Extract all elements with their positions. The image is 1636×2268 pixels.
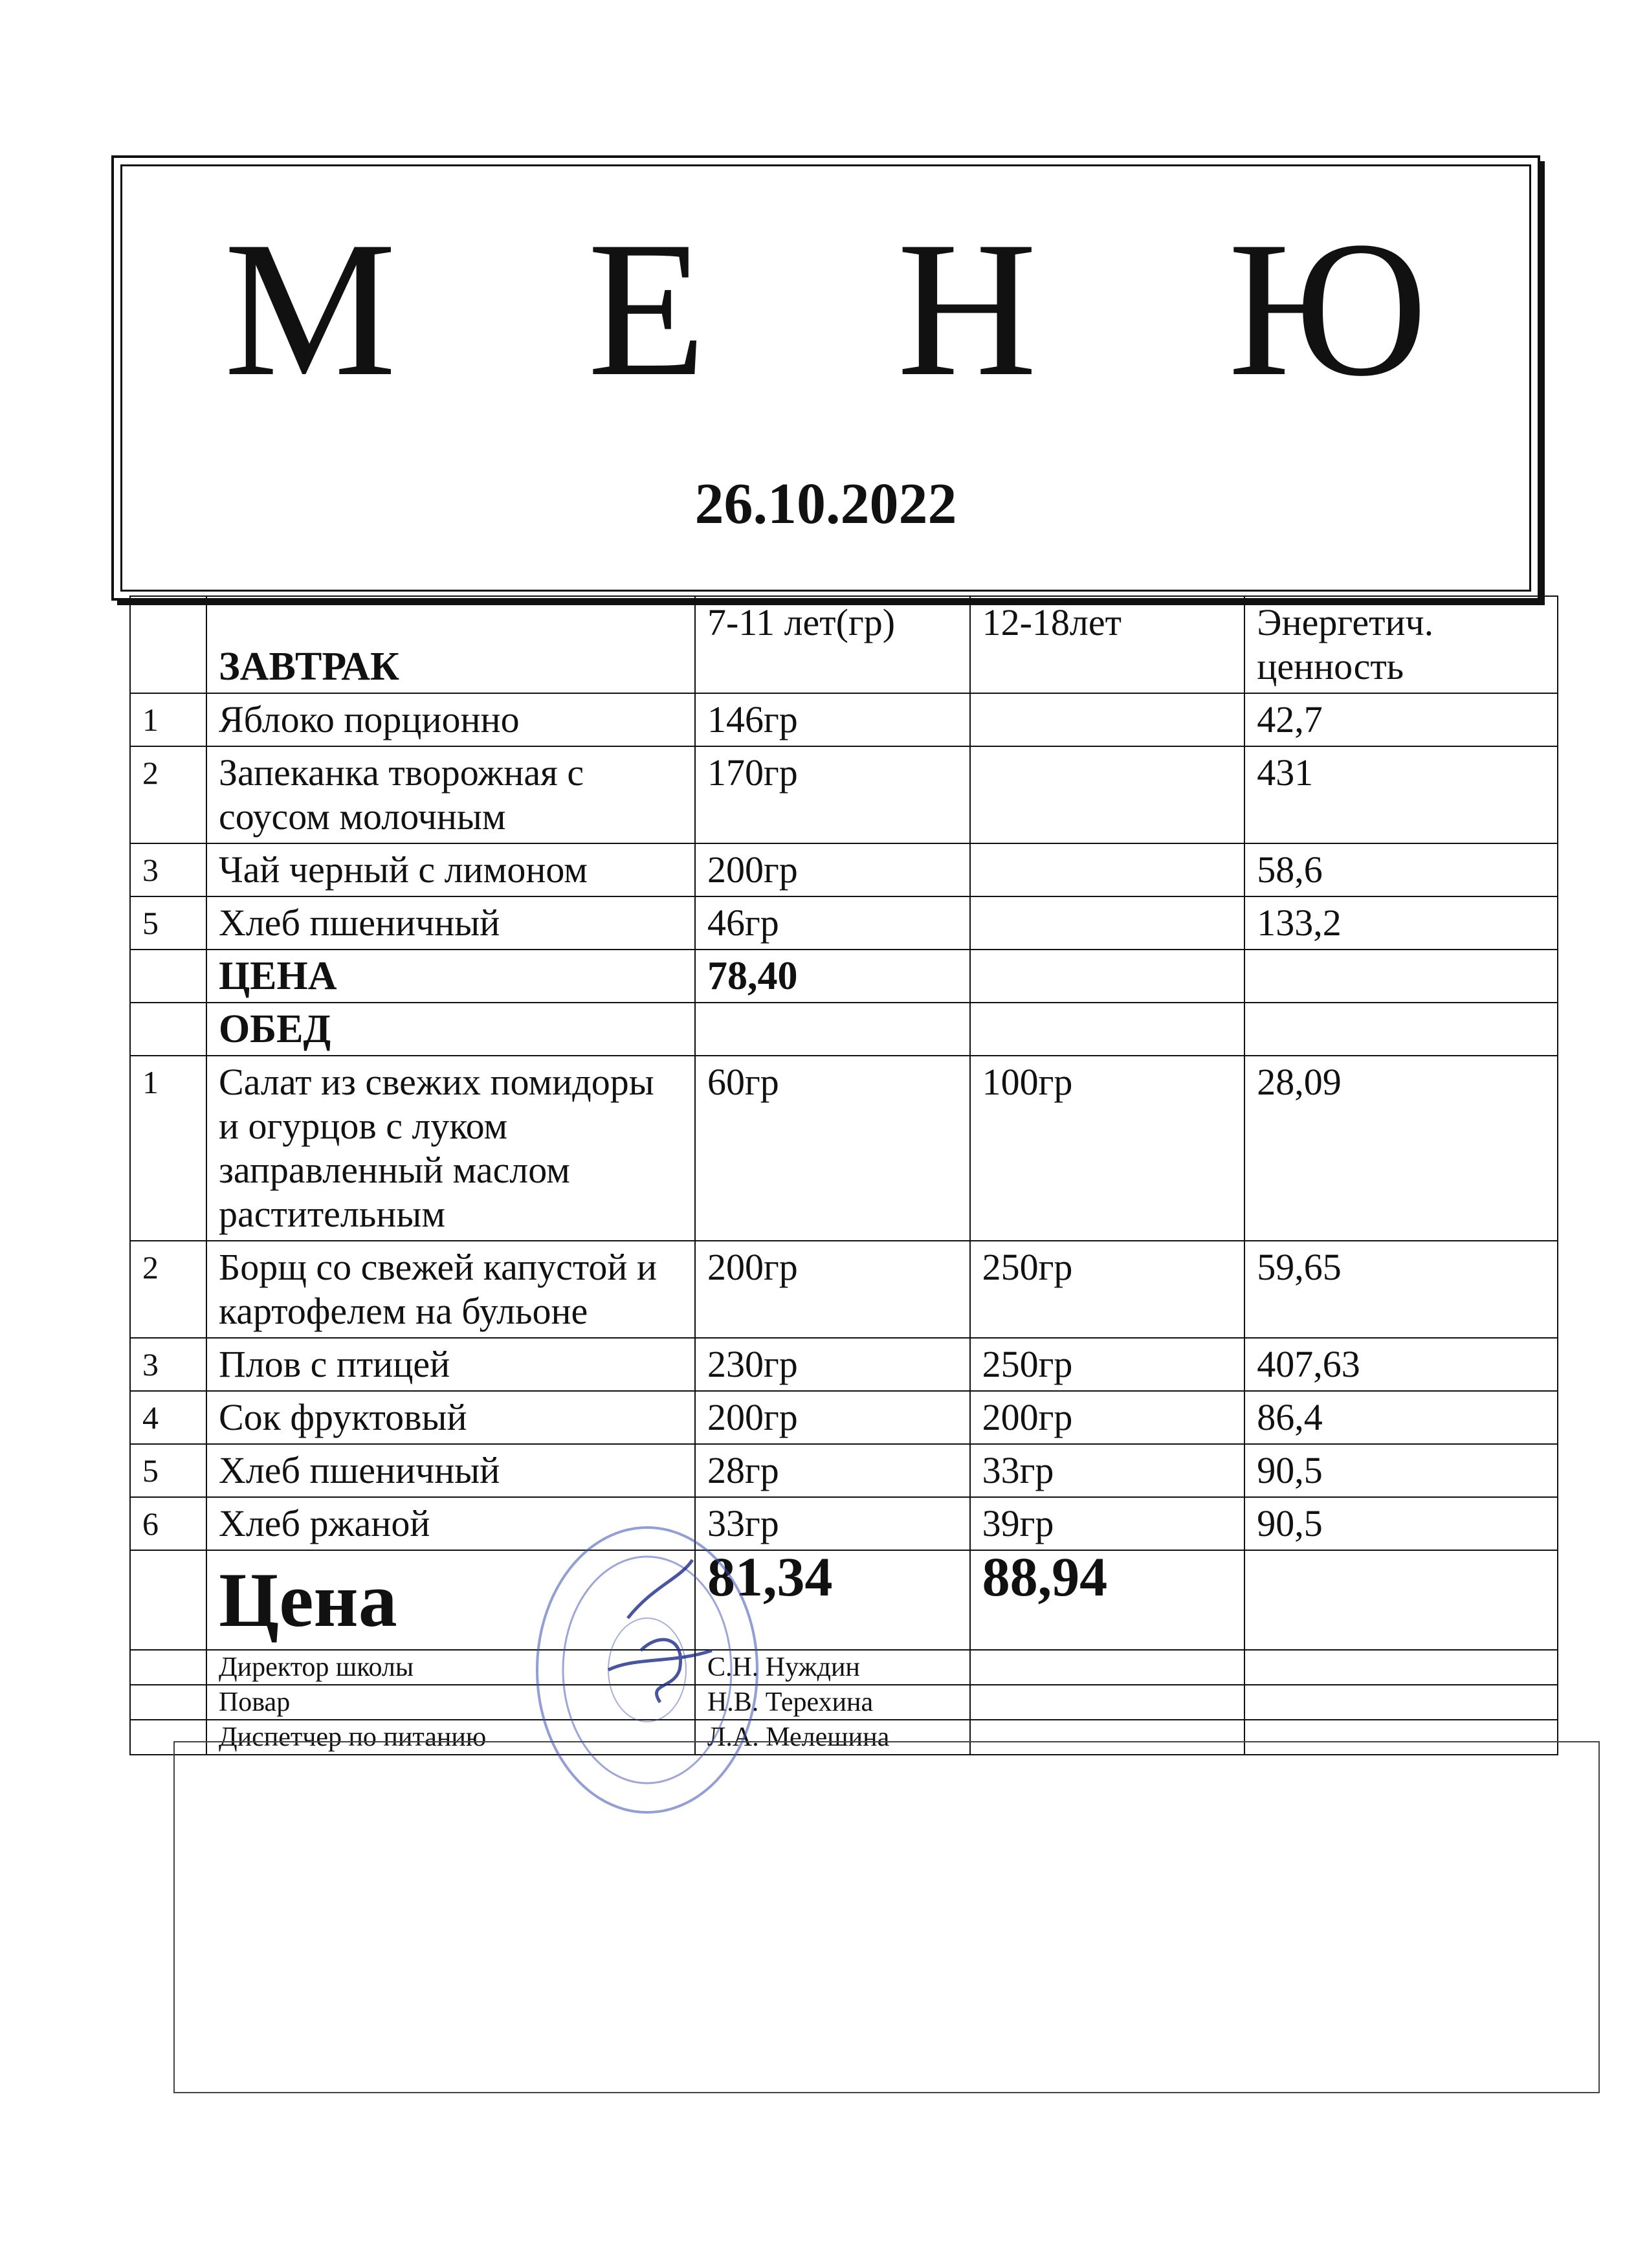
header-age-7-11: 7-11 лет(гр)	[695, 596, 970, 693]
item-name: Хлеб ржаной	[206, 1497, 695, 1550]
table-row	[130, 1056, 1558, 1241]
empty-bottom-frame	[173, 1741, 1600, 2093]
item-energy: 86,4	[1244, 1391, 1558, 1444]
item-name: Яблоко порционно	[206, 693, 695, 746]
item-name: Хлеб пшеничный	[206, 896, 695, 950]
item-portion-12-18: 250гр	[970, 1338, 1245, 1391]
item-num: 5	[130, 1444, 206, 1497]
empty-cell	[130, 1650, 206, 1685]
empty-cell	[1244, 1650, 1558, 1685]
item-portion-7-11: 33гр	[695, 1497, 970, 1550]
item-energy: 42,7	[1244, 693, 1558, 746]
table-row	[130, 746, 1558, 843]
item-portion-7-11: 46гр	[695, 896, 970, 950]
table-row	[130, 843, 1558, 896]
item-name: Плов с птицей	[206, 1338, 695, 1391]
item-portion-12-18: 39гр	[970, 1497, 1245, 1550]
signature-role: Диспетчер по питанию	[206, 1720, 695, 1755]
item-portion-12-18: 200гр	[970, 1391, 1245, 1444]
item-num: 5	[130, 896, 206, 950]
lunch-price-7-11: 81,34	[695, 1550, 970, 1650]
item-name: Салат из свежих помидоры и огурцов с луком заправленный маслом растительным	[206, 1056, 695, 1241]
lunch-section-row	[130, 1003, 1558, 1056]
item-name: Запеканка творожная с соусом молочным	[206, 746, 695, 843]
item-portion-7-11: 200гр	[695, 843, 970, 896]
menu-date: 26.10.2022	[694, 472, 957, 536]
item-energy: 28,09	[1244, 1056, 1558, 1241]
item-name: Сок фруктовый	[206, 1391, 695, 1444]
item-num: 1	[130, 1056, 206, 1241]
item-energy: 90,5	[1244, 1497, 1558, 1550]
empty-cell	[130, 950, 206, 1003]
empty-cell	[695, 1003, 970, 1056]
signature-role: Повар	[206, 1685, 695, 1720]
breakfast-price-label: ЦЕНА	[206, 950, 695, 1003]
menu-title: М Е Н Ю	[224, 201, 1499, 416]
item-name: Хлеб пшеничный	[206, 1444, 695, 1497]
table-row	[130, 1391, 1558, 1444]
item-energy: 58,6	[1244, 843, 1558, 896]
item-num: 6	[130, 1497, 206, 1550]
breakfast-price-value: 78,40	[695, 950, 970, 1003]
item-num: 2	[130, 746, 206, 843]
item-energy: 407,63	[1244, 1338, 1558, 1391]
breakfast-price-row	[130, 950, 1558, 1003]
empty-cell	[130, 1550, 206, 1650]
official-stamp-and-signature	[531, 1521, 764, 1832]
item-portion-12-18: 250гр	[970, 1241, 1245, 1338]
lunch-price-label: Цена	[206, 1550, 695, 1650]
item-portion-7-11: 200гр	[695, 1391, 970, 1444]
header-energy: Энергетич. ценность	[1244, 596, 1558, 693]
empty-cell	[1244, 1685, 1558, 1720]
lunch-price-row	[130, 1550, 1558, 1650]
item-num: 3	[130, 1338, 206, 1391]
menu-table	[129, 595, 1558, 1755]
table-row	[130, 896, 1558, 950]
table-row	[130, 1241, 1558, 1338]
item-portion-12-18: 100гр	[970, 1056, 1245, 1241]
empty-cell	[970, 1003, 1245, 1056]
item-energy: 133,2	[1244, 896, 1558, 950]
menu-header-box	[111, 155, 1540, 601]
empty-cell	[1244, 1003, 1558, 1056]
empty-cell	[1244, 950, 1558, 1003]
empty-cell	[970, 950, 1245, 1003]
signature-person: С.Н. Нуждин	[695, 1650, 970, 1685]
menu-header-inner-frame	[120, 164, 1531, 592]
item-portion-7-11: 200гр	[695, 1241, 970, 1338]
lunch-section-label: ОБЕД	[206, 1003, 695, 1056]
item-num: 4	[130, 1391, 206, 1444]
signature-row	[130, 1685, 1558, 1720]
item-num: 2	[130, 1241, 206, 1338]
table-header-row	[130, 596, 1558, 693]
item-name: Чай черный с лимоном	[206, 843, 695, 896]
header-age-12-18: 12-18лет	[970, 596, 1245, 693]
item-energy: 431	[1244, 746, 1558, 843]
item-portion-12-18	[970, 843, 1245, 896]
item-portion-12-18	[970, 746, 1245, 843]
item-energy: 90,5	[1244, 1444, 1558, 1497]
item-num: 3	[130, 843, 206, 896]
item-num: 1	[130, 693, 206, 746]
empty-cell	[130, 1685, 206, 1720]
item-portion-12-18: 33гр	[970, 1444, 1245, 1497]
item-portion-12-18	[970, 896, 1245, 950]
item-portion-12-18	[970, 693, 1245, 746]
item-portion-7-11: 60гр	[695, 1056, 970, 1241]
item-energy: 59,65	[1244, 1241, 1558, 1338]
lunch-price-12-18: 88,94	[970, 1550, 1245, 1650]
empty-cell	[970, 1650, 1245, 1685]
signature-person: Н.В. Терехина	[695, 1685, 970, 1720]
signature-role: Директор школы	[206, 1650, 695, 1685]
table-row	[130, 1338, 1558, 1391]
item-portion-7-11: 28гр	[695, 1444, 970, 1497]
item-portion-7-11: 146гр	[695, 693, 970, 746]
breakfast-section-label: ЗАВТРАК	[206, 596, 695, 693]
signature-row	[130, 1650, 1558, 1685]
table-row	[130, 693, 1558, 746]
header-num-cell	[130, 596, 206, 693]
table-row	[130, 1497, 1558, 1550]
empty-cell	[130, 1003, 206, 1056]
table-row	[130, 1444, 1558, 1497]
empty-cell	[1244, 1550, 1558, 1650]
item-name: Борщ со свежей капустой и картофелем на бульоне	[206, 1241, 695, 1338]
empty-cell	[970, 1685, 1245, 1720]
item-portion-7-11: 230гр	[695, 1338, 970, 1391]
signature-person: Л.А. Мелешина	[695, 1720, 970, 1755]
item-portion-7-11: 170гр	[695, 746, 970, 843]
